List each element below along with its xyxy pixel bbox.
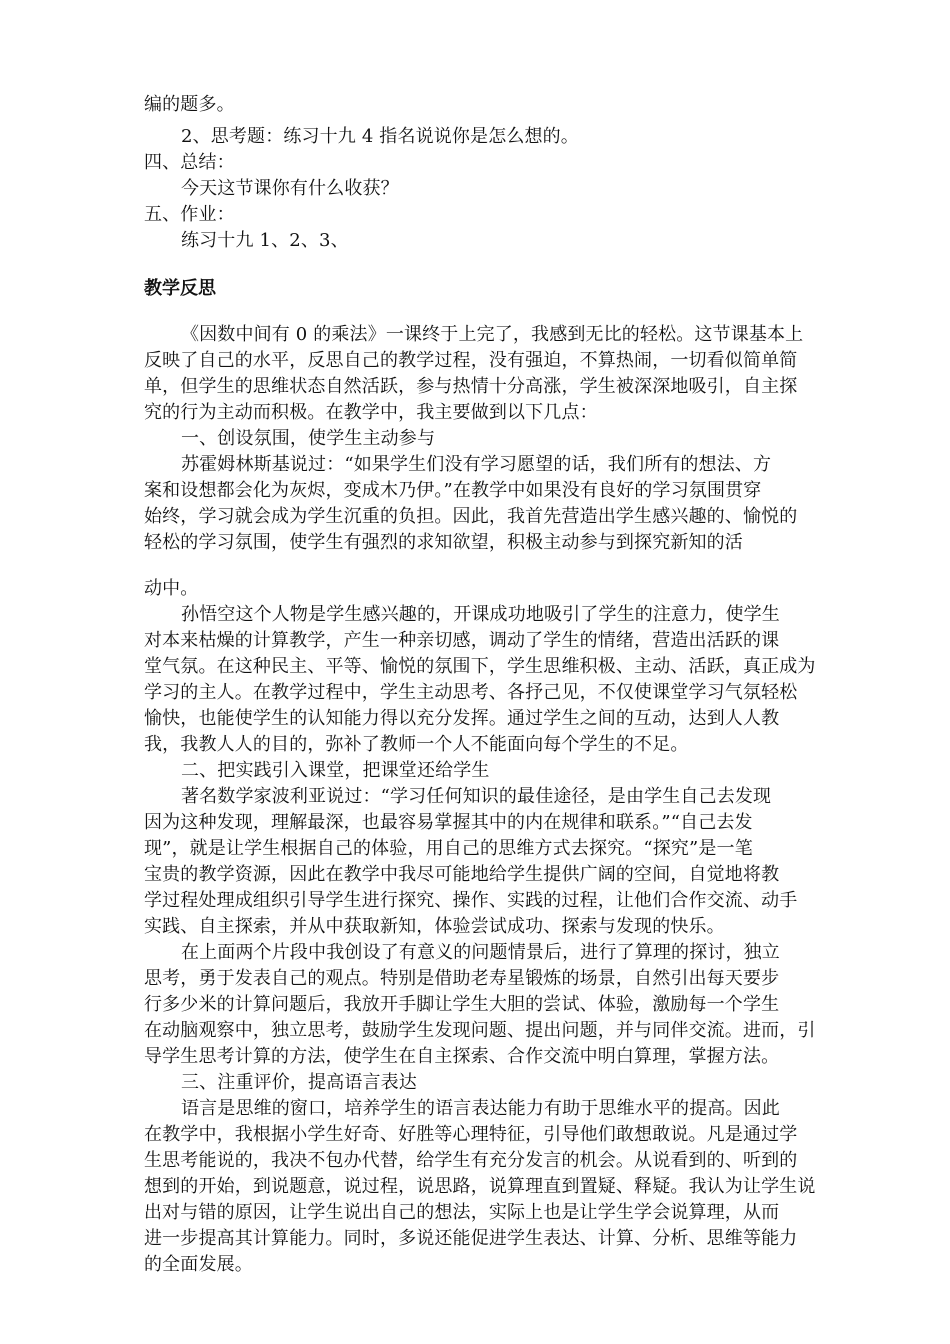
- text-line: 练习十九 1、2、3、: [181, 230, 349, 251]
- text-line: 行多少米的计算问题后，我放开手脚让学生大胆的尝试、体验，激励每一个学生: [144, 994, 780, 1015]
- text-line: 动中。: [144, 578, 199, 599]
- text-line: 今天这节课你有什么收获？: [181, 178, 399, 199]
- text-line: 因为这种发现，理解最深，也最容易掌握其中的内在规律和联系。”“自己去发: [144, 812, 753, 833]
- text-line: 导学生思考计算的方法，使学生在自主探索、合作交流中明白算理，掌握方法。: [144, 1046, 780, 1067]
- reflection-heading: 教学反思: [144, 278, 216, 299]
- text-line: 2、思考题：练习十九 4 指名说说你是怎么想的。: [181, 126, 579, 147]
- text-line: 案和设想都会化为灰烬，变成木乃伊。”在教学中如果没有良好的学习氛围贯穿: [144, 480, 762, 501]
- text-line: 现”，就是让学生根据自己的体验，用自己的思维方式去探究。“探究”是一笔: [144, 838, 753, 859]
- text-line: 究的行为主动而积极。在教学中，我主要做到以下几点：: [144, 402, 598, 423]
- section-heading-homework: 五、作业：: [144, 204, 235, 225]
- subheading-3: 三、注重评价，提高语言表达: [181, 1072, 417, 1093]
- text-line: 著名数学家波利亚说过：“学习任何知识的最佳途径，是由学生自己去发现: [181, 786, 772, 807]
- text-line: 出对与错的原因，让学生说出自己的想法，实际上也是让学生学会说算理，从而: [144, 1202, 780, 1223]
- text-line: 愉快，也能使学生的认知能力得以充分发挥。通过学生之间的互动，达到人人教: [144, 708, 780, 729]
- text-line: 我，我教人人的目的，弥补了教师一个人不能面向每个学生的不足。: [144, 734, 689, 755]
- text-line: 进一步提高其计算能力。同时，多说还能促进学生表达、计算、分析、思维等能力: [144, 1228, 798, 1249]
- text-line: 在动脑观察中，独立思考，鼓励学生发现问题、提出问题，并与同伴交流。进而，引: [144, 1020, 816, 1041]
- text-line: 反映了自己的水平，反思自己的教学过程，没有强迫，不算热闹，一切看似简单简: [144, 350, 798, 371]
- text-line: 对本来枯燥的计算教学，产生一种亲切感，调动了学生的情绪，营造出活跃的课: [144, 630, 780, 651]
- text-line: 语言是思维的窗口，培养学生的语言表达能力有助于思维水平的提高。因此: [181, 1098, 780, 1119]
- subheading-1: 一、创设氛围，使学生主动参与: [181, 428, 436, 449]
- text-line: 孙悟空这个人物是学生感兴趣的，开课成功地吸引了学生的注意力，使学生: [181, 604, 780, 625]
- text-line: 在教学中，我根据小学生好奇、好胜等心理特征，引导他们敢想敢说。凡是通过学: [144, 1124, 798, 1145]
- text-line: 学习的主人。在教学过程中，学生主动思考、各抒己见，不仅使课堂学习气氛轻松: [144, 682, 798, 703]
- text-line: 宝贵的教学资源，因此在教学中我尽可能地给学生提供广阔的空间，自觉地将教: [144, 864, 780, 885]
- text-line: 单，但学生的思维状态自然活跃，参与热情十分高涨，学生被深深地吸引，自主探: [144, 376, 798, 397]
- section-heading-summary: 四、总结：: [144, 152, 235, 173]
- text-line: 想到的开始，到说题意，说过程，说思路，说算理直到置疑、释疑。我认为让学生说: [144, 1176, 816, 1197]
- text-line: 生思考能说的，我决不包办代替，给学生有充分发言的机会。从说看到的、听到的: [144, 1150, 798, 1171]
- text-line: 始终，学习就会成为学生沉重的负担。因此，我首先营造出学生感兴趣的、愉悦的: [144, 506, 798, 527]
- text-line: 思考，勇于发表自己的观点。特别是借助老寿星锻炼的场景，自然引出每天要步: [144, 968, 780, 989]
- text-line: 堂气氛。在这种民主、平等、愉悦的氛围下，学生思维积极、主动、活跃，真正成为: [144, 656, 816, 677]
- text-line: 实践、自主探索，并从中获取新知，体验尝试成功、探索与发现的快乐。: [144, 916, 725, 937]
- text-line: 《因数中间有 0 的乘法》一课终于上完了，我感到无比的轻松。这节课基本上: [181, 324, 804, 345]
- text-line: 编的题多。: [144, 94, 235, 115]
- text-line: 的全面发展。: [144, 1254, 253, 1275]
- subheading-2: 二、把实践引入课堂，把课堂还给学生: [181, 760, 490, 781]
- text-line: 苏霍姆林斯基说过：“如果学生们没有学习愿望的话，我们所有的想法、方: [181, 454, 772, 475]
- text-line: 学过程处理成组织引导学生进行探究、操作、实践的过程，让他们合作交流、动手: [144, 890, 798, 911]
- text-line: 在上面两个片段中我创设了有意义的问题情景后，进行了算理的探讨，独立: [181, 942, 780, 963]
- text-line: 轻松的学习氛围，使学生有强烈的求知欲望，积极主动参与到探究新知的活: [144, 532, 743, 553]
